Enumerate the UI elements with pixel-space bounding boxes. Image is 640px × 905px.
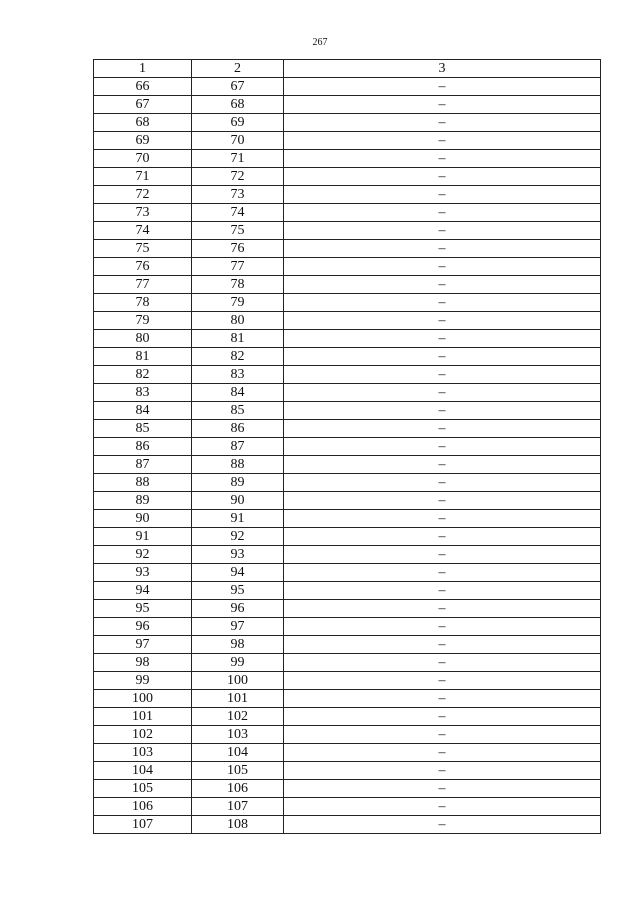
table-cell-col-2: 98 xyxy=(192,636,284,654)
table-cell-col-1: 90 xyxy=(94,510,192,528)
table-row xyxy=(94,690,601,708)
table-row xyxy=(94,438,601,456)
table-row xyxy=(94,744,601,762)
table-cell-col-2: 76 xyxy=(192,240,284,258)
table-cell-col-3: – xyxy=(284,78,601,96)
table-cell-col-1: 66 xyxy=(94,78,192,96)
table-cell-col-1: 107 xyxy=(94,816,192,834)
table-cell-col-1: 72 xyxy=(94,186,192,204)
table-cell-col-1: 104 xyxy=(94,762,192,780)
table-row xyxy=(94,402,601,420)
table-cell-col-3: – xyxy=(284,258,601,276)
data-table xyxy=(93,59,601,834)
table-cell-col-3: – xyxy=(284,294,601,312)
table-row xyxy=(94,510,601,528)
table-cell-col-3: – xyxy=(284,204,601,222)
table-row xyxy=(94,456,601,474)
table-cell-col-3: – xyxy=(284,618,601,636)
table-row xyxy=(94,474,601,492)
table-cell-col-2: 97 xyxy=(192,618,284,636)
table-cell-col-1: 103 xyxy=(94,744,192,762)
table-row xyxy=(94,780,601,798)
table-cell-col-2: 103 xyxy=(192,726,284,744)
table-row xyxy=(94,114,601,132)
table-cell-col-1: 77 xyxy=(94,276,192,294)
table-cell-col-3: – xyxy=(284,222,601,240)
table-row xyxy=(94,258,601,276)
table-cell-col-1: 99 xyxy=(94,672,192,690)
table-cell-col-3: – xyxy=(284,672,601,690)
table-row xyxy=(94,132,601,150)
table-cell-col-2: 87 xyxy=(192,438,284,456)
table-cell-col-2: 78 xyxy=(192,276,284,294)
table-cell-col-1: 105 xyxy=(94,780,192,798)
table-cell-col-1: 71 xyxy=(94,168,192,186)
table-row xyxy=(94,492,601,510)
table-cell-col-2: 93 xyxy=(192,546,284,564)
table-cell-col-3: – xyxy=(284,150,601,168)
table-cell-col-3: – xyxy=(284,510,601,528)
table-cell-col-1: 82 xyxy=(94,366,192,384)
table-cell-col-3: – xyxy=(284,186,601,204)
table-cell-col-2: 80 xyxy=(192,312,284,330)
table-cell-col-1: 86 xyxy=(94,438,192,456)
table-row xyxy=(94,726,601,744)
table-cell-col-1: 67 xyxy=(94,96,192,114)
table-cell-col-3: – xyxy=(284,330,601,348)
table-row xyxy=(94,654,601,672)
table-cell-col-2: 104 xyxy=(192,744,284,762)
table-cell-col-2: 81 xyxy=(192,330,284,348)
table-cell-col-3: – xyxy=(284,546,601,564)
table-cell-col-2: 86 xyxy=(192,420,284,438)
table-cell-col-2: 102 xyxy=(192,708,284,726)
table-cell-col-3: – xyxy=(284,762,601,780)
table-cell-col-2: 77 xyxy=(192,258,284,276)
table-cell-col-2: 73 xyxy=(192,186,284,204)
table-cell-col-3: – xyxy=(284,402,601,420)
table-row xyxy=(94,96,601,114)
table-row xyxy=(94,78,601,96)
table-cell-col-3: – xyxy=(284,456,601,474)
table-body xyxy=(94,78,601,834)
table-cell-col-1: 81 xyxy=(94,348,192,366)
table-cell-col-2: 108 xyxy=(192,816,284,834)
table-cell-col-3: – xyxy=(284,276,601,294)
table-cell-col-2: 96 xyxy=(192,600,284,618)
table-cell-col-3: – xyxy=(284,366,601,384)
table-cell-col-1: 106 xyxy=(94,798,192,816)
table-cell-col-3: – xyxy=(284,708,601,726)
table-row xyxy=(94,222,601,240)
table-cell-col-1: 98 xyxy=(94,654,192,672)
table-cell-col-1: 83 xyxy=(94,384,192,402)
table-cell-col-1: 74 xyxy=(94,222,192,240)
table-cell-col-3: – xyxy=(284,654,601,672)
table-row xyxy=(94,366,601,384)
table-cell-col-1: 87 xyxy=(94,456,192,474)
table-cell-col-2: 105 xyxy=(192,762,284,780)
column-header-1: 1 xyxy=(94,60,192,78)
table-cell-col-3: – xyxy=(284,420,601,438)
table-row xyxy=(94,276,601,294)
table-cell-col-3: – xyxy=(284,132,601,150)
table-cell-col-2: 68 xyxy=(192,96,284,114)
table-cell-col-3: – xyxy=(284,744,601,762)
table-cell-col-2: 84 xyxy=(192,384,284,402)
table-cell-col-1: 79 xyxy=(94,312,192,330)
header-row xyxy=(94,60,601,78)
table-row xyxy=(94,816,601,834)
table-row xyxy=(94,600,601,618)
table-cell-col-3: – xyxy=(284,114,601,132)
table-cell-col-2: 107 xyxy=(192,798,284,816)
table-row xyxy=(94,312,601,330)
table-row xyxy=(94,150,601,168)
table-row xyxy=(94,348,601,366)
table-row xyxy=(94,384,601,402)
table-cell-col-3: – xyxy=(284,636,601,654)
table-cell-col-1: 95 xyxy=(94,600,192,618)
table-cell-col-1: 97 xyxy=(94,636,192,654)
table-cell-col-2: 72 xyxy=(192,168,284,186)
table-cell-col-2: 91 xyxy=(192,510,284,528)
table-row xyxy=(94,618,601,636)
table-cell-col-2: 74 xyxy=(192,204,284,222)
table-cell-col-1: 70 xyxy=(94,150,192,168)
table-cell-col-1: 92 xyxy=(94,546,192,564)
table-cell-col-3: – xyxy=(284,726,601,744)
table-cell-col-2: 67 xyxy=(192,78,284,96)
table-row xyxy=(94,420,601,438)
table-row xyxy=(94,582,601,600)
table-row xyxy=(94,168,601,186)
table-cell-col-2: 83 xyxy=(192,366,284,384)
table-cell-col-1: 93 xyxy=(94,564,192,582)
table-cell-col-1: 80 xyxy=(94,330,192,348)
table-cell-col-2: 99 xyxy=(192,654,284,672)
table-cell-col-3: – xyxy=(284,780,601,798)
table-cell-col-2: 88 xyxy=(192,456,284,474)
table-row xyxy=(94,186,601,204)
table-cell-col-1: 89 xyxy=(94,492,192,510)
table-cell-col-2: 85 xyxy=(192,402,284,420)
table-row xyxy=(94,204,601,222)
table-cell-col-3: – xyxy=(284,312,601,330)
column-header-3: 3 xyxy=(284,60,601,78)
table-cell-col-1: 96 xyxy=(94,618,192,636)
table-row xyxy=(94,330,601,348)
table-cell-col-1: 94 xyxy=(94,582,192,600)
table-cell-col-3: – xyxy=(284,492,601,510)
table-row xyxy=(94,708,601,726)
table-row xyxy=(94,294,601,312)
table-row xyxy=(94,240,601,258)
table-cell-col-2: 82 xyxy=(192,348,284,366)
table-cell-col-1: 101 xyxy=(94,708,192,726)
table-cell-col-1: 78 xyxy=(94,294,192,312)
table-cell-col-3: – xyxy=(284,384,601,402)
table-cell-col-3: – xyxy=(284,168,601,186)
table-cell-col-1: 68 xyxy=(94,114,192,132)
table-cell-col-3: – xyxy=(284,438,601,456)
page-number: 267 xyxy=(312,37,328,48)
table-cell-col-3: – xyxy=(284,96,601,114)
table-cell-col-2: 94 xyxy=(192,564,284,582)
table-row xyxy=(94,672,601,690)
table-cell-col-1: 88 xyxy=(94,474,192,492)
table-cell-col-2: 75 xyxy=(192,222,284,240)
table-cell-col-3: – xyxy=(284,240,601,258)
table-row xyxy=(94,636,601,654)
table-cell-col-2: 89 xyxy=(192,474,284,492)
table-cell-col-2: 101 xyxy=(192,690,284,708)
table-cell-col-3: – xyxy=(284,798,601,816)
table-cell-col-1: 84 xyxy=(94,402,192,420)
table-cell-col-2: 79 xyxy=(192,294,284,312)
table-cell-col-3: – xyxy=(284,564,601,582)
table-row xyxy=(94,798,601,816)
table-cell-col-1: 100 xyxy=(94,690,192,708)
table-cell-col-1: 73 xyxy=(94,204,192,222)
table-cell-col-2: 71 xyxy=(192,150,284,168)
table-cell-col-1: 91 xyxy=(94,528,192,546)
table-cell-col-2: 106 xyxy=(192,780,284,798)
column-header-2: 2 xyxy=(192,60,284,78)
table-cell-col-2: 70 xyxy=(192,132,284,150)
table-cell-col-1: 76 xyxy=(94,258,192,276)
table-cell-col-3: – xyxy=(284,474,601,492)
table-cell-col-1: 75 xyxy=(94,240,192,258)
table-row xyxy=(94,762,601,780)
table-row xyxy=(94,564,601,582)
table-cell-col-1: 85 xyxy=(94,420,192,438)
table-row xyxy=(94,528,601,546)
table-cell-col-1: 102 xyxy=(94,726,192,744)
table-cell-col-2: 90 xyxy=(192,492,284,510)
table-cell-col-2: 100 xyxy=(192,672,284,690)
table-cell-col-3: – xyxy=(284,528,601,546)
table-cell-col-3: – xyxy=(284,582,601,600)
table-cell-col-1: 69 xyxy=(94,132,192,150)
table-cell-col-3: – xyxy=(284,348,601,366)
table-cell-col-2: 92 xyxy=(192,528,284,546)
table-cell-col-3: – xyxy=(284,690,601,708)
table-cell-col-3: – xyxy=(284,600,601,618)
table-cell-col-3: – xyxy=(284,816,601,834)
table-row xyxy=(94,546,601,564)
table-cell-col-2: 69 xyxy=(192,114,284,132)
table-cell-col-2: 95 xyxy=(192,582,284,600)
